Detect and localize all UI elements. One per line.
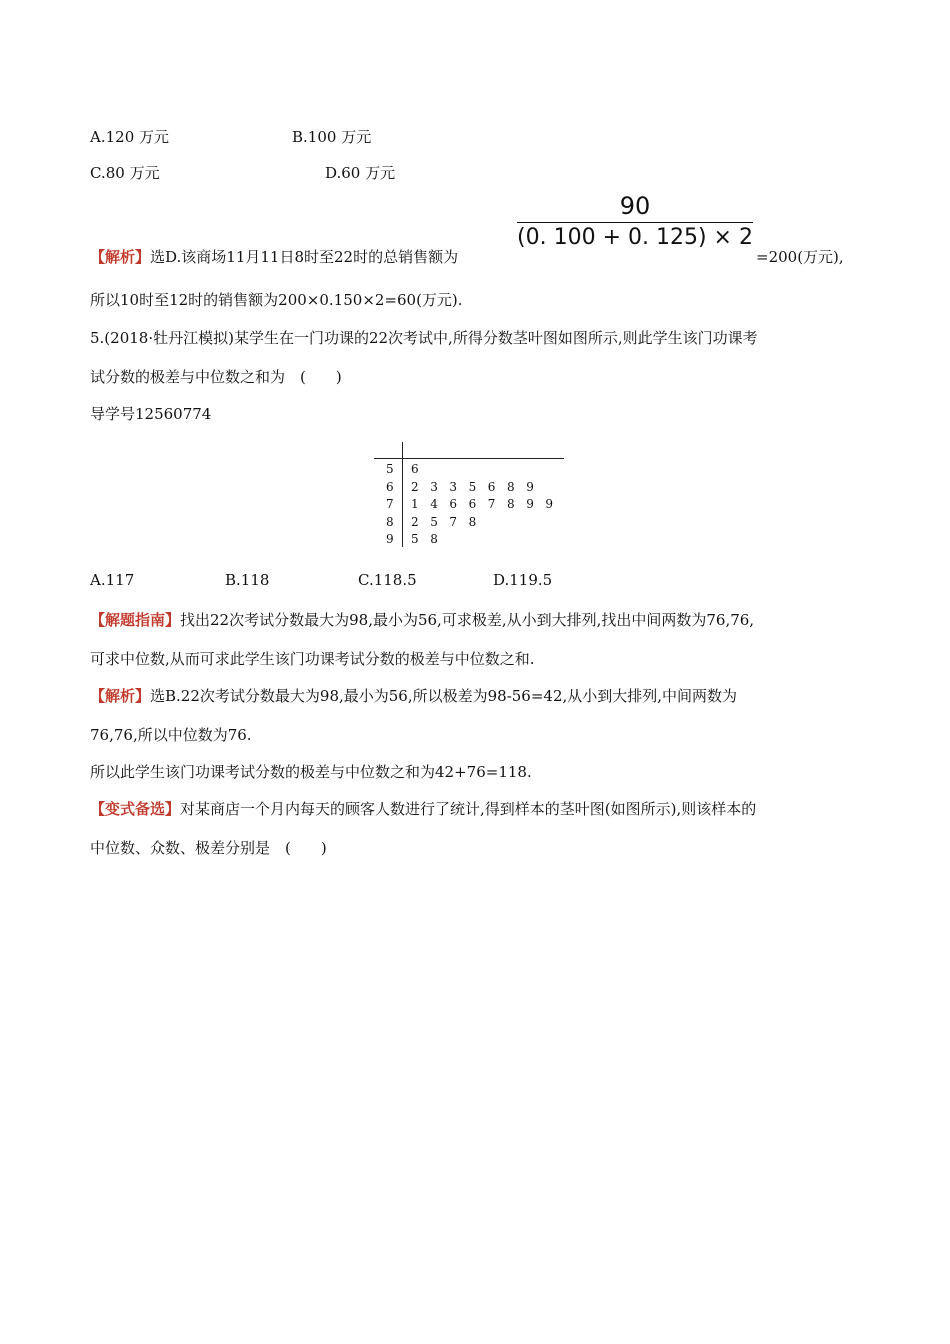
stem-value: 5 [386,462,394,476]
analysis-text: 选D.该商场11月11日8时至22时的总销售额为 [150,248,459,266]
q5-analysis-line-1 [90,685,737,706]
leaf-value: 6 [449,497,458,511]
leaf-value: 8 [468,514,477,529]
leaf-value: 3 [430,479,438,494]
option-b: B.100 万元 [292,128,372,146]
hint-line-2: 可求中位数,从而可求此学生该门功课考试分数的极差与中位数之和. [90,650,535,668]
leaf-value: 6 [487,479,496,494]
hint-line-1 [90,609,754,630]
leaf-value: 8 [507,497,515,511]
leaf-value: 5 [411,532,419,546]
variant-line-2: 中位数、众数、极差分别是 ( ) [90,839,327,857]
variant-tag: 【变式备选】 [90,800,181,818]
analysis-tag: 【解析】 [90,248,151,266]
variant-text-1: 对某商店一个月内每天的顾客人数进行了统计,得到样本的茎叶图(如图所示),则该样本的 [180,800,757,818]
leaf-value: 3 [449,479,458,494]
leaf-value: 4 [430,497,438,511]
stem-divider-horizontal [374,458,564,459]
q5-option-a: A.117 [90,571,135,589]
leaf-value: 9 [545,497,554,511]
question-stem-line-1: 5.(2018·牡丹江模拟)某学生在一门功课的22次考试中,所得分数茎叶图如图所示,则此学生该门功课考 [90,329,758,347]
hint-tag: 【解题指南】 [90,611,181,629]
analysis-tail: =200(万元), [756,248,844,266]
q5-option-c: C.118.5 [358,571,417,589]
q5-analysis-line-3: 所以此学生该门功课考试分数的极差与中位数之和为42+76=118. [90,763,532,781]
analysis-line-2: 所以10时至12时的销售额为200×0.150×2=60(万元). [90,291,463,309]
option-a: A.120 万元 [90,128,169,146]
leaf-value: 8 [507,479,515,494]
stem-value: 7 [386,497,394,511]
leaf-value: 8 [430,532,438,546]
leaf-value: 6 [411,462,419,476]
analysis-line [90,246,458,267]
question-stem-line-2: 试分数的极差与中位数之和为 ( ) [90,368,342,386]
leaf-value: 2 [411,514,419,529]
leaf-value: 5 [430,514,438,529]
q5-option-b: B.118 [225,571,270,589]
q5-option-d: D.119.5 [493,571,553,589]
leaf-value: 7 [449,514,458,529]
fraction [515,192,755,253]
leaf-value: 2 [411,479,419,494]
leaf-value: 7 [487,497,496,511]
guide-number: 导学号12560774 [90,405,212,423]
leaf-value: 9 [526,497,534,511]
stem-leaf-plot [374,442,569,547]
stem-value: 6 [386,479,394,494]
leaf-value: 9 [526,479,534,494]
hint-text-1: 找出22次考试分数最大为98,最小为56,可求极差,从小到大排列,找出中间两数为76,76, [180,611,755,629]
fraction-denominator: (0. 100 + 0. 125) × 2 [517,225,753,250]
leaf-value: 1 [411,497,419,511]
fraction-numerator: 90 [619,192,651,220]
q5-analysis-tag: 【解析】 [90,687,151,705]
leaf-value: 5 [468,479,477,494]
option-c: C.80 万元 [90,164,160,182]
variant-line-1 [90,798,756,819]
leaf-value: 6 [468,497,477,511]
q5-analysis-line-2: 76,76,所以中位数为76. [90,726,252,744]
option-d: D.60 万元 [325,164,396,182]
stem-value: 9 [386,532,394,546]
q5-analysis-text-1: 选B.22次考试分数最大为98,最小为56,所以极差为98-56=42,从小到大排列,中间两数为 [150,687,738,705]
stem-value: 8 [386,514,394,529]
